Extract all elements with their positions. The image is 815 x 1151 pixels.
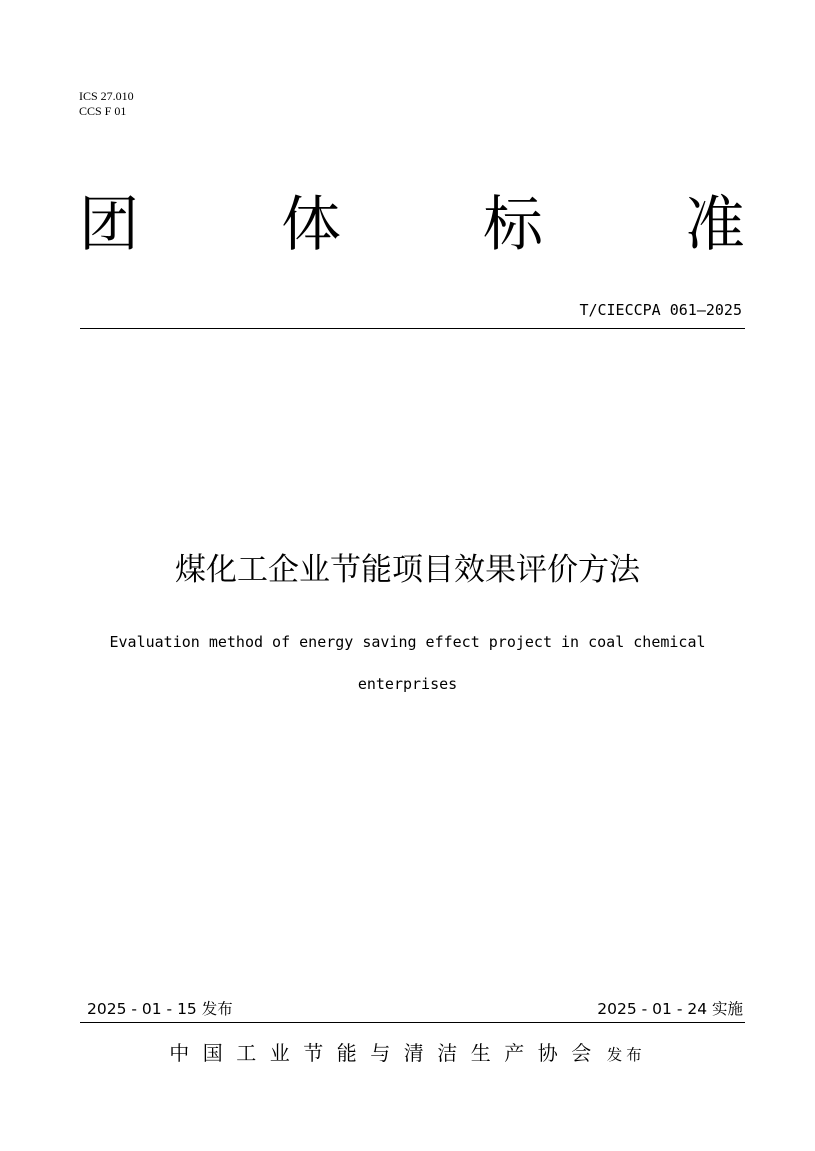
classification-codes xyxy=(79,89,134,119)
heading-char-4: 准 xyxy=(685,190,745,260)
implementation-date: 2025 - 01 - 24 实施 xyxy=(597,1000,743,1018)
publisher-name: 中国工业节能与清洁生产协会 xyxy=(169,1041,605,1065)
publisher-line xyxy=(0,1038,815,1070)
document-title-en-line-1: Evaluation method of energy saving effect project in coal chemical xyxy=(109,633,706,651)
top-divider xyxy=(80,328,745,329)
document-title-en xyxy=(40,621,775,705)
bottom-divider xyxy=(80,1022,745,1023)
issue-date: 2025 - 01 - 15 发布 xyxy=(87,1000,233,1018)
date-row xyxy=(87,999,743,1019)
heading-char-1: 团 xyxy=(79,190,139,260)
standard-number: T/CIECCPA 061—2025 xyxy=(579,301,742,319)
ccs-code: CCS F 01 xyxy=(79,104,127,118)
group-standard-heading xyxy=(79,185,745,265)
document-title-zh: 煤化工企业节能项目效果评价方法 xyxy=(175,552,640,588)
heading-char-3: 标 xyxy=(483,190,543,260)
ics-code: ICS 27.010 xyxy=(79,89,134,103)
document-title-en-line-2: enterprises xyxy=(357,675,458,693)
publish-label: 发布 xyxy=(606,1046,646,1064)
heading-char-2: 体 xyxy=(281,190,341,260)
